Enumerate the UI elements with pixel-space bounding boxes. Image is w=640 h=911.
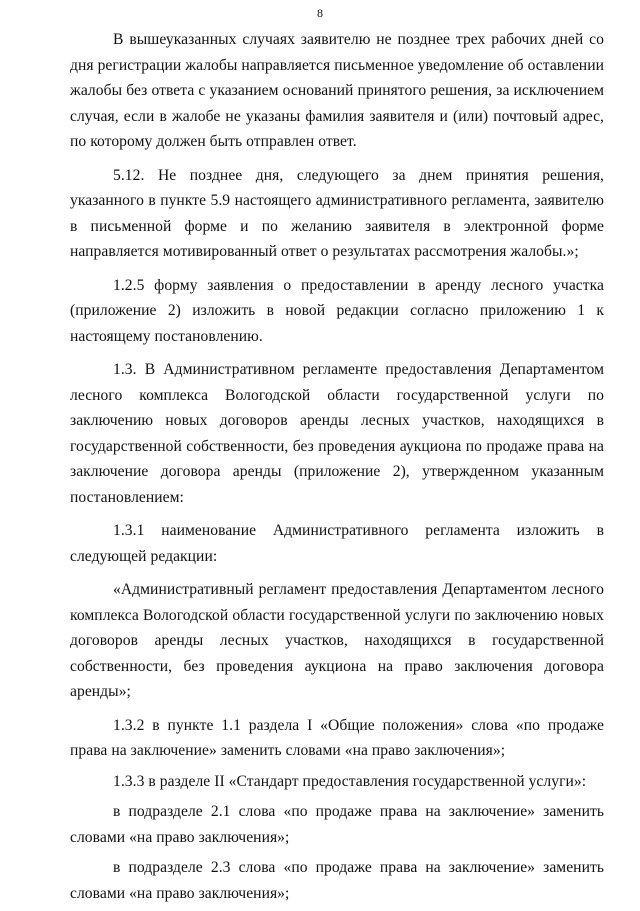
paragraph-3: 1.2.5 форму заявления о предоставлении в аренду лесного участка (приложение 2) изложить в новой редакции согласно приложению 1 к настоящему постановлению. (70, 276, 604, 345)
paragraph-1: В вышеуказанных случаях заявителю не позднее трех рабочих дней со дня регистрации жалобы направляется письменное уведомление об оставлении жалобы без ответа с указанием оснований принятого решения, за исключением случая, если в жалобе не указаны фамилия заявителя и (или) почтовый адрес, по которому должен быть отправлен ответ. (70, 31, 604, 150)
paragraph-7: 1.3.2 в пункте 1.1 раздела I «Общие положения» слова «по продаже права на заключение» заменить словами «на право заключения»; (70, 716, 604, 759)
paragraph-6: «Административный регламент предоставления Департаментом лесного комплекса Вологодской области государственной услуги по заключению новых договоров аренды лесных участков, находящихся в государственной собственности, без проведения аукциона на право заключения договора аренды»; (70, 581, 604, 700)
page-number: 8 (317, 6, 323, 20)
paragraph-2: 5.12. Не позднее дня, следующего за днем принятия решения, указанного в пункте 5.9 настоящего административного регламента, заявителю в письменной форме и по желанию заявителя в электронной форме направляется мотивированный ответ о результатах рассмотрения жалобы.»; (70, 166, 604, 260)
paragraph-8: 1.3.3 в разделе II «Стандарт предоставления государственной услуги»: (113, 772, 587, 790)
paragraph-10: в подразделе 2.3 слова «по продаже права на заключение» заменить словами «на право заключения»; (70, 859, 604, 902)
paragraph-5: 1.3.1 наименование Административного регламента изложить в следующей редакции: (70, 522, 604, 565)
document-body (70, 27, 604, 911)
paragraph-9: в подразделе 2.1 слова «по продаже права на заключение» заменить словами «на право заключения»; (70, 803, 604, 846)
paragraph-4: 1.3. В Административном регламенте предоставления Департаментом лесного комплекса Вологодской области государственной услуги по заключению новых договоров аренды лесных участков, находящихся в государственной собственности, без проведения аукциона по продаже права на заключение договора аренды (приложение 2), утвержденном указанным постановлением: (70, 361, 604, 506)
